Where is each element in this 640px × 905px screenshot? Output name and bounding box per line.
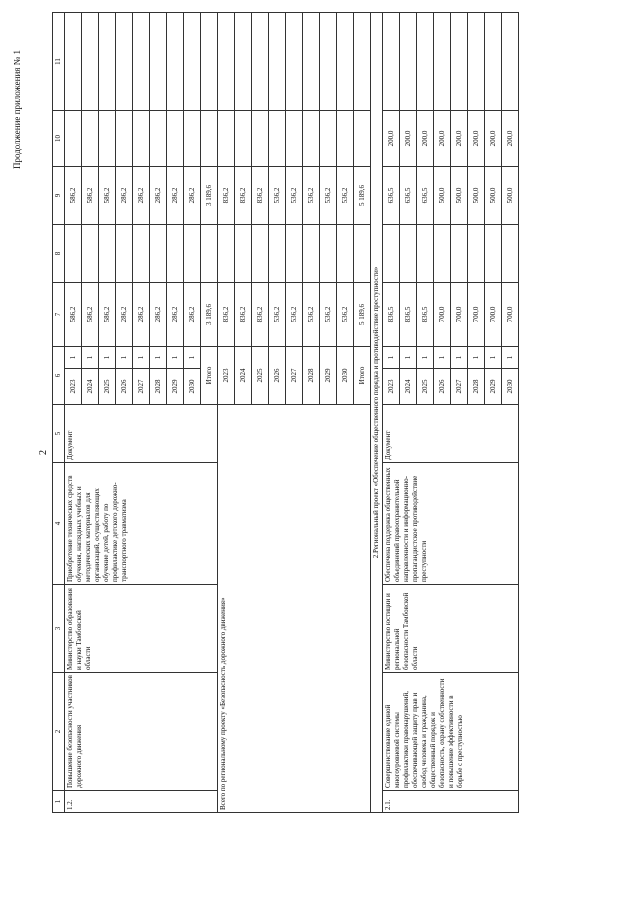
other-cost	[337, 13, 354, 111]
executor: Министерство образования и науки Тамбовской области	[65, 585, 218, 673]
other-cost	[133, 13, 150, 111]
local-cost	[286, 111, 303, 167]
federal-cost	[286, 225, 303, 283]
year-cell: 2030	[502, 369, 519, 405]
other-cost	[99, 13, 116, 111]
year-cell: 2029	[320, 347, 337, 405]
regional-cost: 286,2	[116, 167, 133, 225]
action-description: Приобретение технических средств обучения, наглядных учебных и методических материалов для организаций, осуществляющих обучение детей, работу по профилактике детского дорожно-транспортного травматизма	[65, 463, 218, 585]
row-number: 1.2.	[65, 791, 218, 813]
other-cost	[286, 13, 303, 111]
total-cost: 836,5	[417, 283, 434, 347]
federal-cost	[65, 225, 82, 283]
year-cell: 2025	[252, 347, 269, 405]
column-number: 7	[53, 283, 65, 347]
local-cost	[354, 111, 371, 167]
other-cost	[218, 13, 235, 111]
year-cell: 2024	[235, 347, 252, 405]
total-cost: 700,0	[451, 283, 468, 347]
count-cell: 1	[468, 347, 485, 369]
regional-cost: 3 189,6	[201, 167, 218, 225]
count-cell: 1	[502, 347, 519, 369]
other-cost	[485, 13, 502, 111]
local-cost: 200,0	[417, 111, 434, 167]
year-cell: 2030	[337, 347, 354, 405]
federal-cost	[417, 225, 434, 283]
year-cell: 2030	[184, 369, 201, 405]
row-number: 2.1.	[383, 791, 519, 813]
federal-cost	[468, 225, 485, 283]
year-cell: 2027	[133, 369, 150, 405]
result-type: Документ	[65, 405, 218, 463]
total-label: Итого	[354, 347, 371, 405]
federal-cost	[201, 225, 218, 283]
other-cost	[235, 13, 252, 111]
regional-cost: 586,2	[65, 167, 82, 225]
local-cost	[82, 111, 99, 167]
other-cost	[252, 13, 269, 111]
total-cost: 586,2	[82, 283, 99, 347]
federal-cost	[383, 225, 400, 283]
regional-cost: 536,2	[303, 167, 320, 225]
federal-cost	[150, 225, 167, 283]
local-cost: 200,0	[485, 111, 502, 167]
year-cell: 2025	[417, 369, 434, 405]
federal-cost	[337, 225, 354, 283]
regional-cost: 286,2	[184, 167, 201, 225]
year-cell: 2024	[400, 369, 417, 405]
total-cost: 836,5	[383, 283, 400, 347]
count-cell: 1	[65, 347, 82, 369]
local-cost	[184, 111, 201, 167]
other-cost	[417, 13, 434, 111]
federal-cost	[400, 225, 417, 283]
local-cost: 200,0	[383, 111, 400, 167]
total-cost: 536,2	[269, 283, 286, 347]
count-cell: 1	[167, 347, 184, 369]
count-cell: 1	[434, 347, 451, 369]
other-cost	[184, 13, 201, 111]
total-cost: 286,2	[150, 283, 167, 347]
regional-cost: 586,2	[82, 167, 99, 225]
year-cell: 2028	[468, 369, 485, 405]
year-cell: 2026	[434, 369, 451, 405]
other-cost	[201, 13, 218, 111]
count-cell: 1	[451, 347, 468, 369]
local-cost: 200,0	[502, 111, 519, 167]
regional-cost: 500,0	[485, 167, 502, 225]
other-cost	[354, 13, 371, 111]
federal-cost	[320, 225, 337, 283]
regional-cost: 286,2	[133, 167, 150, 225]
total-cost: 286,2	[116, 283, 133, 347]
federal-cost	[451, 225, 468, 283]
federal-cost	[354, 225, 371, 283]
other-cost	[383, 13, 400, 111]
year-cell: 2026	[269, 347, 286, 405]
other-cost	[82, 13, 99, 111]
local-cost	[252, 111, 269, 167]
other-cost	[434, 13, 451, 111]
federal-cost	[82, 225, 99, 283]
federal-cost	[235, 225, 252, 283]
column-number: 10	[53, 111, 65, 167]
regional-cost: 500,0	[434, 167, 451, 225]
local-cost	[303, 111, 320, 167]
regional-cost: 836,2	[252, 167, 269, 225]
regional-cost: 500,0	[468, 167, 485, 225]
regional-cost: 536,2	[337, 167, 354, 225]
total-cost: 536,2	[303, 283, 320, 347]
regional-cost: 586,2	[99, 167, 116, 225]
count-cell: 1	[417, 347, 434, 369]
year-cell: 2028	[303, 347, 320, 405]
total-cost: 5 189,6	[354, 283, 371, 347]
year-cell: 2027	[286, 347, 303, 405]
federal-cost	[167, 225, 184, 283]
result-type: Документ	[383, 405, 519, 463]
total-cost: 286,2	[167, 283, 184, 347]
table-row	[383, 13, 400, 813]
local-cost	[320, 111, 337, 167]
local-cost: 200,0	[434, 111, 451, 167]
count-cell: 1	[99, 347, 116, 369]
federal-cost	[485, 225, 502, 283]
regional-cost: 5 189,6	[354, 167, 371, 225]
other-cost	[65, 13, 82, 111]
regional-cost: 636,5	[383, 167, 400, 225]
total-cost: 700,0	[502, 283, 519, 347]
total-cost: 836,2	[235, 283, 252, 347]
federal-cost	[99, 225, 116, 283]
local-cost	[150, 111, 167, 167]
federal-cost	[502, 225, 519, 283]
federal-cost	[218, 225, 235, 283]
other-cost	[167, 13, 184, 111]
local-cost	[269, 111, 286, 167]
count-cell: 1	[400, 347, 417, 369]
column-number: 9	[53, 167, 65, 225]
total-cost: 536,2	[320, 283, 337, 347]
total-cost: 3 189,6	[201, 283, 218, 347]
column-number: 1	[53, 791, 65, 813]
regional-cost: 286,2	[167, 167, 184, 225]
table-row	[65, 13, 82, 813]
year-cell: 2023	[65, 369, 82, 405]
federal-cost	[252, 225, 269, 283]
year-cell: 2025	[99, 369, 116, 405]
count-cell: 1	[383, 347, 400, 369]
local-cost	[133, 111, 150, 167]
total-cost: 836,5	[400, 283, 417, 347]
regional-cost: 636,5	[400, 167, 417, 225]
other-cost	[400, 13, 417, 111]
local-cost: 200,0	[400, 111, 417, 167]
regional-cost: 536,2	[320, 167, 337, 225]
table-body	[53, 13, 519, 813]
federal-cost	[434, 225, 451, 283]
count-cell: 1	[82, 347, 99, 369]
local-cost	[99, 111, 116, 167]
section-title: 2.Региональный проект «Обеспечение общественного порядка и противодействие преступности»	[371, 13, 383, 813]
count-cell: 1	[116, 347, 133, 369]
other-cost	[451, 13, 468, 111]
column-number-row	[53, 13, 65, 813]
total-cost: 836,2	[218, 283, 235, 347]
column-number: 8	[53, 225, 65, 283]
other-cost	[468, 13, 485, 111]
executor: Министерство юстиции и региональной безопасности Тамбовской области	[383, 585, 519, 673]
year-cell: 2029	[167, 369, 184, 405]
subtotal-label: Всего по региональному проекту «Безопасность дорожного движения»	[218, 405, 371, 813]
local-cost	[65, 111, 82, 167]
total-cost: 536,2	[286, 283, 303, 347]
local-cost	[235, 111, 252, 167]
regional-cost: 536,2	[269, 167, 286, 225]
page-number: 2	[38, 450, 49, 455]
total-cost: 536,2	[337, 283, 354, 347]
total-cost: 286,2	[184, 283, 201, 347]
year-cell: 2027	[451, 369, 468, 405]
total-cost: 286,2	[133, 283, 150, 347]
total-cost: 836,2	[252, 283, 269, 347]
year-cell: 2023	[218, 347, 235, 405]
section-title-row	[371, 13, 383, 813]
federal-cost	[184, 225, 201, 283]
year-cell: 2028	[150, 369, 167, 405]
federal-cost	[269, 225, 286, 283]
other-cost	[303, 13, 320, 111]
federal-cost	[116, 225, 133, 283]
column-number: 4	[53, 463, 65, 585]
regional-cost: 636,5	[417, 167, 434, 225]
total-label: Итого	[201, 347, 218, 405]
total-cost: 586,2	[99, 283, 116, 347]
column-number: 2	[53, 673, 65, 791]
regional-cost: 500,0	[502, 167, 519, 225]
other-cost	[116, 13, 133, 111]
year-cell: 2029	[485, 369, 502, 405]
other-cost	[502, 13, 519, 111]
subtotal-row	[218, 13, 235, 813]
local-cost	[337, 111, 354, 167]
other-cost	[269, 13, 286, 111]
total-cost: 586,2	[65, 283, 82, 347]
regional-cost: 500,0	[451, 167, 468, 225]
regional-cost: 536,2	[286, 167, 303, 225]
column-number: 11	[53, 13, 65, 111]
column-number: 6	[53, 347, 65, 405]
total-cost: 700,0	[485, 283, 502, 347]
regional-cost: 836,2	[235, 167, 252, 225]
column-number: 5	[53, 405, 65, 463]
local-cost	[218, 111, 235, 167]
continuation-note: Продолжение приложения № 1	[12, 50, 22, 170]
measure-name: Совершенствование единой многоуровневой системы профилактики правонарушений, обеспечивающей защиту прав и свобод человека и гражданина, общественный порядок и безопасность, охрану собственности и повышение эффективности в борьбе с преступностью	[383, 673, 519, 791]
regional-cost: 286,2	[150, 167, 167, 225]
year-cell: 2026	[116, 369, 133, 405]
local-cost	[116, 111, 133, 167]
measure-name: Повышение безопасности участников дорожного движения	[65, 673, 218, 791]
count-cell: 1	[133, 347, 150, 369]
year-cell: 2023	[383, 369, 400, 405]
local-cost: 200,0	[468, 111, 485, 167]
regional-cost: 836,2	[218, 167, 235, 225]
year-cell: 2024	[82, 369, 99, 405]
local-cost	[167, 111, 184, 167]
federal-cost	[303, 225, 320, 283]
count-cell: 1	[485, 347, 502, 369]
local-cost: 200,0	[451, 111, 468, 167]
other-cost	[320, 13, 337, 111]
count-cell: 1	[150, 347, 167, 369]
action-description: Обеспечена поддержка общественных объединений правоохранительной направленности и информационно-пропагандистское противодействие преступности	[383, 463, 519, 585]
federal-cost	[133, 225, 150, 283]
total-cost: 700,0	[434, 283, 451, 347]
count-cell: 1	[184, 347, 201, 369]
other-cost	[150, 13, 167, 111]
budget-table	[52, 12, 519, 813]
local-cost	[201, 111, 218, 167]
column-number: 3	[53, 585, 65, 673]
total-cost: 700,0	[468, 283, 485, 347]
